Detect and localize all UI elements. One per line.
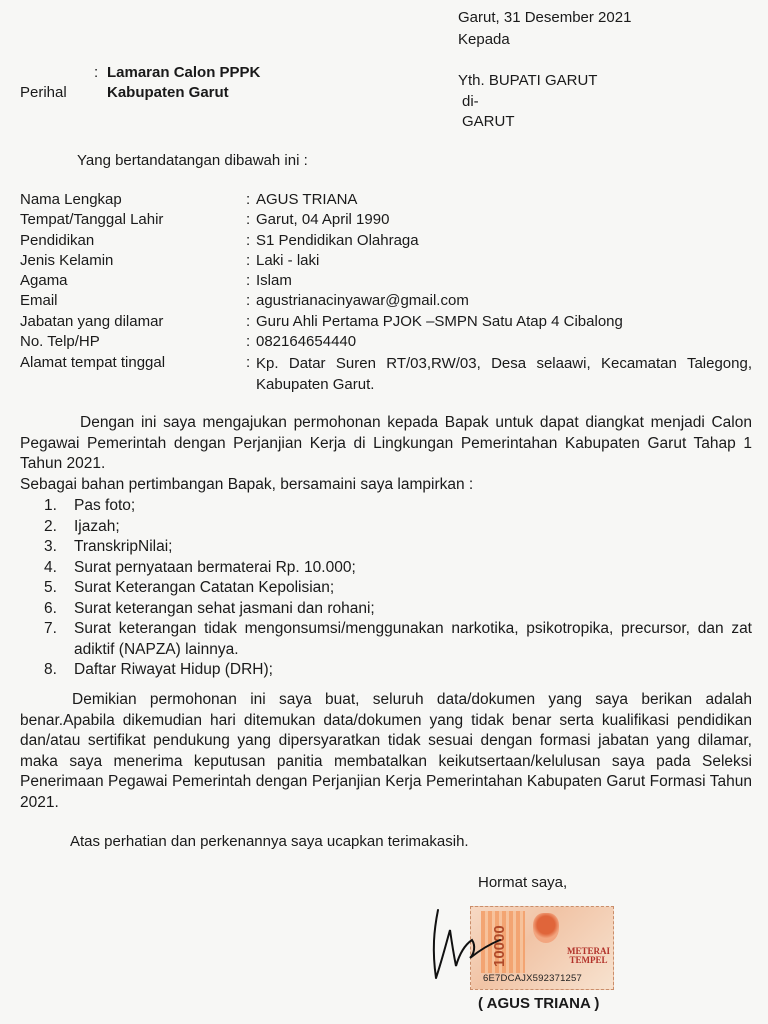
identity-label: Alamat tempat tinggal [20,354,166,371]
identity-colon: : [246,272,251,289]
identity-label: Pendidikan [20,232,95,249]
identity-value: Kp. Datar Suren RT/03,RW/03, Desa selaawi, Kecamatan Talegong, Kabupaten Garut. [256,355,752,393]
attachment-list [44,496,752,681]
identity-colon: : [246,232,251,249]
identity-colon: : [246,333,251,350]
recipient-di: di- [462,93,479,110]
perihal-colon: : [94,64,99,81]
identity-colon: : [246,354,251,371]
paragraph-application: Dengan ini saya mengajukan permohonan kepada Bapak untuk dapat diangkat menjadi Calon Pegawai Pemerintah dengan Perjanjian Kerja di Lingkungan Pemerintahan Kabupaten Garut Tahap 1 Tahun 2021. [20,414,752,472]
list-item: 2. Ijazah; [44,517,120,535]
perihal-line2: Kabupaten Garut [107,84,229,101]
paragraph-declaration: Demikian permohonan ini saya buat, seluruh data/dokumen yang saya berikan adalah benar.Apabila dikemudian hari ditemukan data/dokumen yang tidak benar serta kualifikasi pendidikan dan/atau sertifikat pendukung yang dipersyaratkan tidak sesuai dengan formasi jabatan yang dilamar, maka saya menerima keputusan panitia membatalkan keikutsertaan/kelulusan saya pada Seleksi Penerimaan Pegawai Pemerintah dengan Perjanjian Kerja Pemerintahan Kabupaten Garut Formasi Tahun 2021. [20,691,752,811]
list-item: 5. Surat Keterangan Catatan Kepolisian; [44,579,335,596]
identity-colon: : [246,292,251,309]
list-item: 4. Surat pernyataan bermaterai Rp. 10.000; [44,558,356,576]
closing-text: Atas perhatian dan perkenannya saya ucapkan terimakasih. [70,833,469,850]
identity-value: S1 Pendidikan Olahraga [256,232,419,249]
identity-value: Garut, 04 April 1990 [256,211,390,228]
identity-value: Laki - laki [256,252,320,269]
identity-value: Islam [256,272,292,289]
stamp-serial: 6E7DCAJX592371257 [483,973,582,984]
perihal-label: Perihal [20,84,67,101]
list-item: 3. TranskripNilai; [44,538,173,555]
identity-label: Email [20,292,58,309]
identity-label: No. Telp/HP [20,333,100,350]
identity-value: Guru Ahli Pertama PJOK –SMPN Satu Atap 4 Cibalong [256,313,623,330]
identity-colon: : [246,313,251,330]
letter-date: Garut, 31 Desember 2021 [458,9,632,26]
signer-name: ( AGUS TRIANA ) [478,995,600,1012]
list-item: 8. Daftar Riwayat Hidup (DRH); [44,661,273,678]
identity-label: Tempat/Tanggal Lahir [20,211,164,228]
signature-greeting: Hormat saya, [478,874,568,891]
kepada-label: Kepada [458,31,510,48]
recipient: Yth. BUPATI GARUT [458,72,598,89]
identity-value: 082164654440 [256,333,357,350]
list-item: 6. Surat keterangan sehat jasmani dan rohani; [44,599,375,617]
identity-label: Nama Lengkap [20,191,122,208]
list-item: 7. Surat keterangan tidak mengonsumsi/menggunakan narkotika, psikotropika, precursor, dan zat adiktif (NAPZA) lainnya. [44,620,752,658]
signature-scribble [420,900,510,990]
identity-colon: : [246,252,251,269]
paragraph-attachments-intro: Sebagai bahan pertimbangan Bapak, bersamaini saya lampirkan : [20,476,474,493]
garuda-emblem-icon [533,913,559,943]
identity-value: AGUS TRIANA [256,191,358,208]
list-item: 1. Pas foto; [44,497,136,514]
perihal-line1: Lamaran Calon PPPK [107,64,261,81]
intro-text: Yang bertandatangan dibawah ini : [77,152,308,169]
stamp-title: METERAI TEMPEL [567,946,611,965]
stamp-value: 10000 [491,925,508,967]
identity-label: Jenis Kelamin [20,252,114,269]
identity-label: Jabatan yang dilamar [20,313,164,330]
recipient-city: GARUT [462,113,515,130]
identity-colon: : [246,211,251,228]
identity-label: Agama [20,272,68,289]
identity-colon: : [246,191,251,208]
identity-value: agustrianacinyawar@gmail.com [256,292,469,309]
